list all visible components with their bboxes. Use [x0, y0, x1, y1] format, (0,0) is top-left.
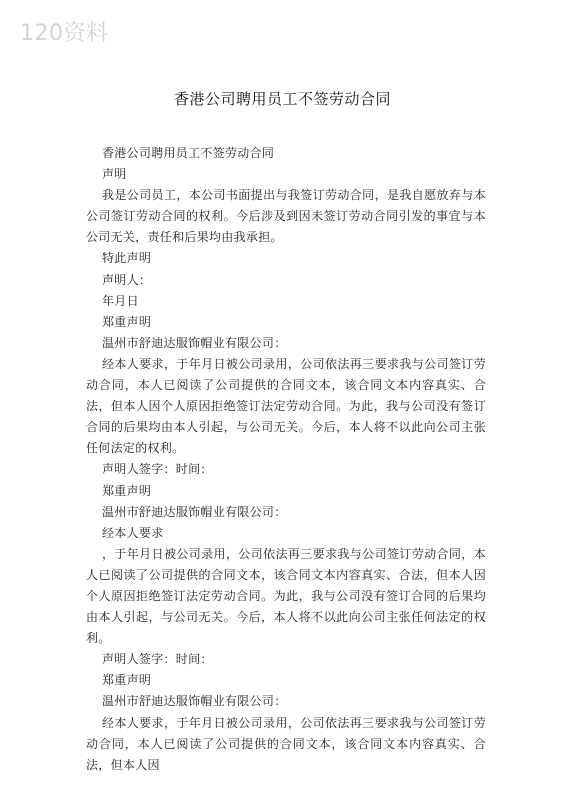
- paragraph-date: 年月日: [102, 293, 139, 308]
- paragraph-signature-time: 声明人签字：时间：: [102, 652, 213, 667]
- paragraph-request: 经本人要求: [102, 525, 164, 540]
- paragraph-hereby-declare: 特此声明: [102, 251, 152, 266]
- paragraph-company-name: 温州市舒迪达服饰帽业有限公司：: [102, 335, 287, 350]
- paragraph-signature-time: 声明人签字：时间：: [102, 462, 213, 477]
- paragraph-statement-body: 经本人要求，于年月日被公司录用，公司依法再三要求我与公司签订劳动合同，本人已阅读了公司提供的合同文本，该合同文本内容真实、合法，但本人因个人原因拒绝签订法定劳动合同。为此，我与公司没有签订合同的后果均由本人引起，与公司无关。今后，本人将不以此向公司主张任何法定的权利。: [86, 356, 486, 456]
- paragraph-solemn-statement: 郑重声明: [102, 673, 152, 688]
- paragraph-statement-body: 经本人要求，于年月日被公司录用，公司依法再三要求我与公司签订劳动合同，本人已阅读了公司提供的合同文本，该合同文本内容真实、合法，但本人因: [86, 715, 486, 772]
- paragraph-declarant: 声明人：: [102, 272, 152, 287]
- document-title: 香港公司聘用员工不签劳动合同: [173, 90, 391, 108]
- paragraph-company-name: 温州市舒迪达服饰帽业有限公司：: [102, 694, 287, 709]
- paragraph-heading: 香港公司聘用员工不签劳动合同: [102, 146, 275, 160]
- document-body: [86, 143, 486, 776]
- paragraph-solemn-statement: 郑重声明: [102, 483, 152, 498]
- paragraph-declaration-label: 声明: [102, 167, 127, 182]
- paragraph-company-name: 温州市舒迪达服饰帽业有限公司：: [102, 504, 287, 519]
- paragraph-statement-body: ，于年月日被公司录用，公司依法再三要求我与公司签订劳动合同，本人已阅读了公司提供的合同文本，该合同文本内容真实、合法，但本人因个人原因拒绝签订法定劳动合同。为此，我与公司没有签订合同的后果均由本人引起，与公司无关。今后，本人将不以此向公司主张任何法定的权利。: [86, 546, 486, 646]
- paragraph-solemn-statement: 郑重声明: [102, 314, 152, 329]
- watermark-logo: 120资料: [20, 21, 109, 46]
- paragraph-declaration-body: 我是公司员工，本公司书面提出与我签订劳动合同，是我自愿放弃与本公司签订劳动合同的权利。今后涉及到因未签订劳动合同引发的事宜与本公司无关，责任和后果均由我承担。: [86, 188, 486, 245]
